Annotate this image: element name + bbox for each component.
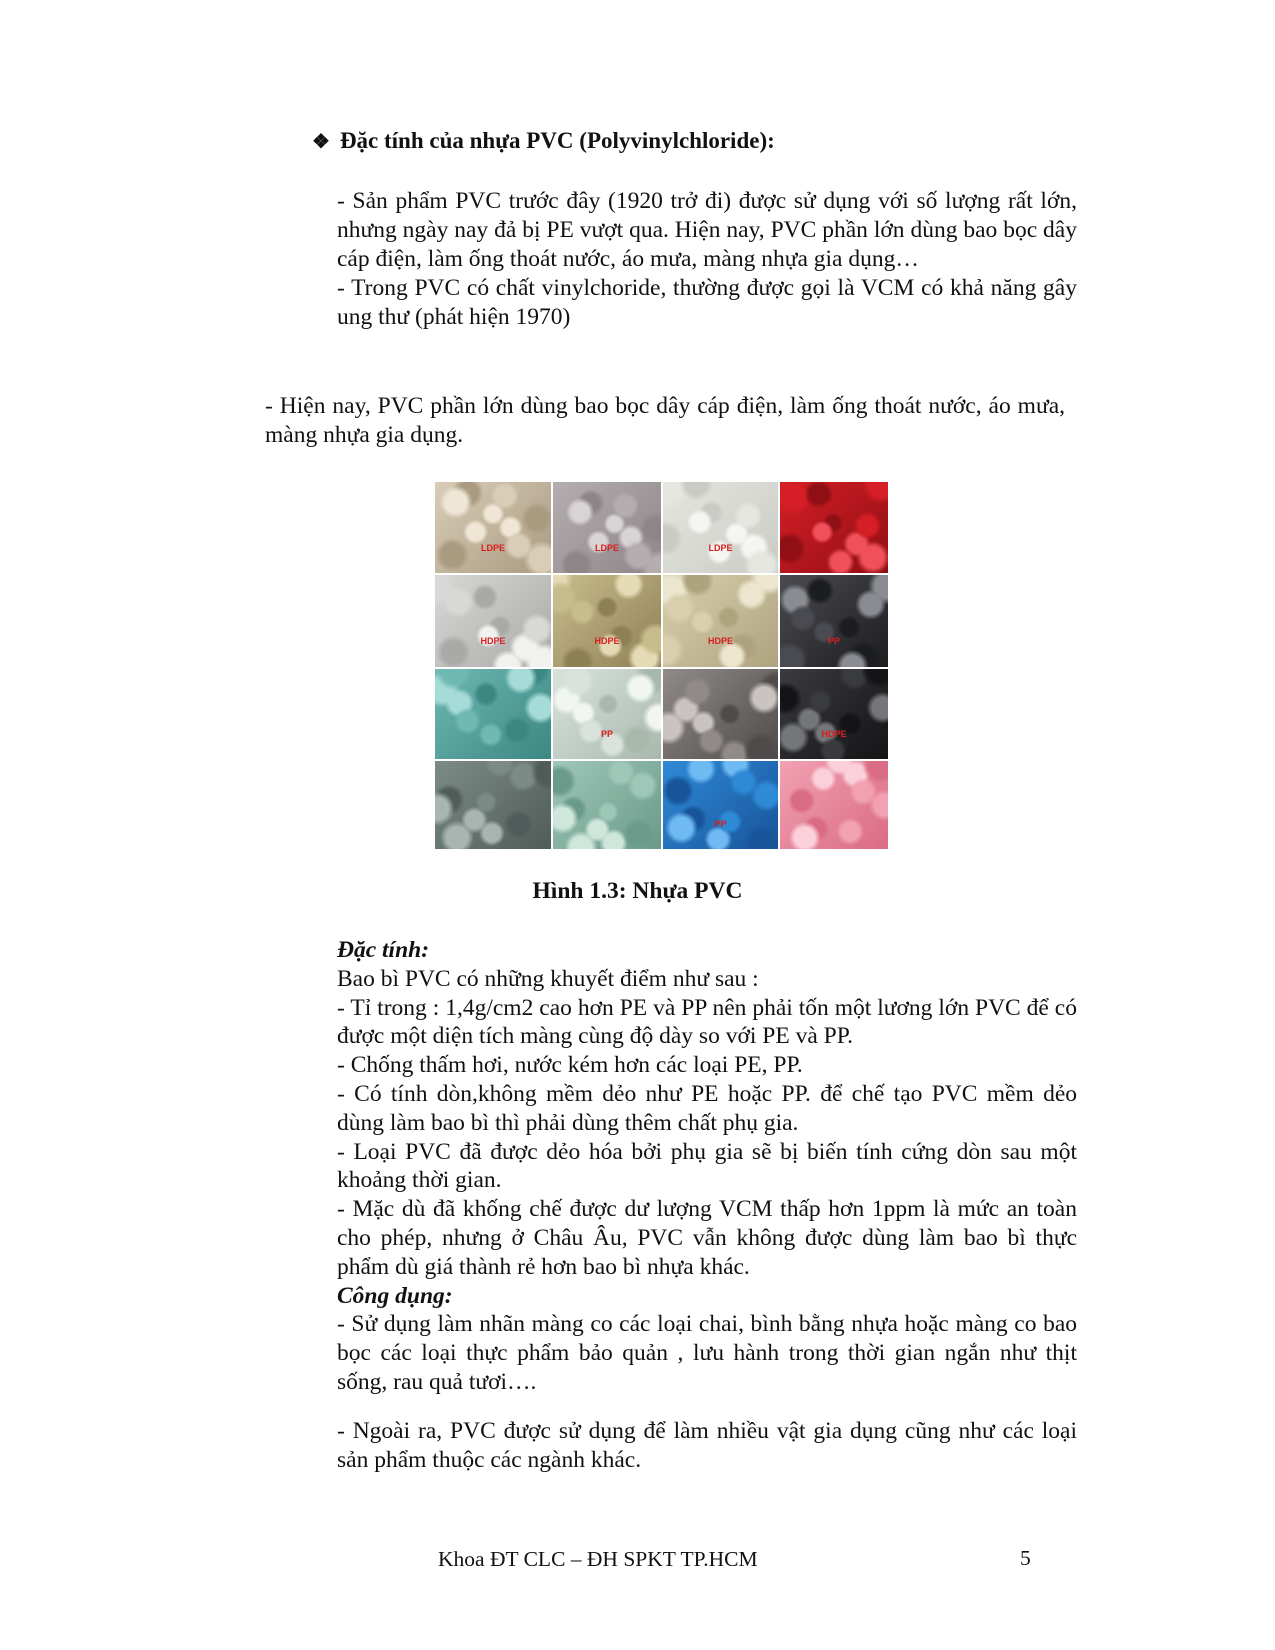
pellet-label: HDPE: [480, 636, 506, 647]
diamond-bullet-icon: ❖: [312, 131, 330, 153]
summary-block: [265, 392, 1065, 450]
properties-line: - Tỉ trong : 1,4g/cm2 cao hơn PE và PP nên phải tốn một lương lớn PVC để có được một diện tích màng cùng độ dày so với PE và PP.: [337, 994, 1077, 1050]
pellet-label: PP: [714, 819, 727, 830]
uses-line: - Sử dụng làm nhãn màng co các loại chai, bình bằng nhựa hoặc màng co bao bọc các loại thực phẩm bảo quản , lưu hành trong thời gian ngắn như thịt sống, rau quả tươi….: [337, 1311, 1077, 1395]
pellet-label: LDPE: [708, 542, 733, 553]
pellet-label: HDPE: [594, 636, 620, 647]
properties-block: [337, 936, 1077, 1474]
pellet-sample-tile: [662, 574, 779, 668]
properties-label: Đặc tính:: [337, 937, 430, 963]
pellet-sample-tile: [434, 760, 552, 850]
pellet-label: LDPE: [594, 542, 620, 553]
pellet-sample-tile: [662, 760, 779, 850]
pellet-sample-tile: [779, 574, 889, 668]
properties-line: Bao bì PVC có những khuyết điểm như sau :: [337, 965, 759, 992]
pellet-label: HDPE: [707, 636, 734, 647]
uses-label: Công dụng:: [337, 1282, 453, 1309]
properties-line: - Loại PVC đã được dẻo hóa bởi phụ gia sẽ bị biến tính cứng dòn sau một khoảng thời gian.: [337, 1138, 1077, 1194]
pellet-sample-tile: [779, 760, 889, 850]
pellet-label: HDPE: [821, 728, 847, 739]
pellet-sample-tile: [552, 574, 662, 668]
pellet-sample-tile: [662, 481, 779, 574]
pellet-sample-tile: [434, 574, 552, 668]
pvc-pellets-figure: [434, 481, 876, 850]
pellet-sample-tile: [779, 481, 889, 574]
pellet-sample-tile: [434, 668, 552, 760]
pellet-sample-tile: [779, 668, 889, 760]
pellet-label: LDPE: [480, 542, 506, 553]
intro-block: [337, 187, 1077, 332]
properties-line: - Chống thấm hơi, nước kém hơn các loại PE, PP.: [337, 1052, 803, 1079]
intro-paragraph-2: - Trong PVC có chất vinylchoride, thường được gọi là VCM có khả năng gây ung thư (phát hiện 1970): [337, 275, 1077, 330]
pellet-sample-tile: [552, 760, 662, 850]
pellet-sample-tile: [662, 668, 779, 760]
pellet-sample-tile: [552, 481, 662, 574]
properties-line: - Mặc dù đã khống chế được dư lượng VCM thấp hơn 1ppm là mức an toàn cho phép, nhưng ở Châu Âu, PVC vẫn không được dùng làm bao bì thực phẩm dù giá thành rẻ hơn bao bì nhựa khác.: [337, 1196, 1077, 1280]
paragraph-gap: [337, 1397, 1077, 1417]
footer-text: Khoa ĐT CLC – ĐH SPKT TP.HCM: [438, 1547, 758, 1571]
pellet-label: PP: [600, 728, 614, 739]
uses-extra: - Ngoài ra, PVC được sử dụng để làm nhiều vật gia dụng cũng như các loại sản phẩm thuộc các ngành khác.: [337, 1417, 1077, 1473]
pellet-sample-tile: [434, 481, 552, 574]
section-heading-text: Đặc tính của nhựa PVC (Polyvinylchloride):: [339, 128, 775, 153]
figure-caption: Hình 1.3: Nhựa PVC: [532, 878, 743, 904]
intro-paragraph-1: - Sản phẩm PVC trước đây (1920 trở đi) được sử dụng với số lượng rất lớn, nhưng ngày nay đả bị PE vượt qua. Hiện nay, PVC phần lớn dùng bao bọc dây cáp điện, làm ống thoát nước, áo mưa, màng nhựa gia dụng…: [337, 188, 1077, 272]
page-number: 5: [1020, 1546, 1031, 1570]
properties-line: - Có tính dòn,không mềm dẻo như PE hoặc PP. để chế tạo PVC mềm dẻo dùng làm bao bì thì phải dùng thêm chất phụ gia.: [337, 1080, 1077, 1136]
section-heading: [312, 128, 775, 154]
pellet-label: PP: [827, 636, 841, 647]
pellet-sample-tile: [552, 668, 662, 760]
summary-paragraph: - Hiện nay, PVC phần lớn dùng bao bọc dây cáp điện, làm ống thoát nước, áo mưa, màng nhựa gia dụng.: [265, 393, 1065, 448]
